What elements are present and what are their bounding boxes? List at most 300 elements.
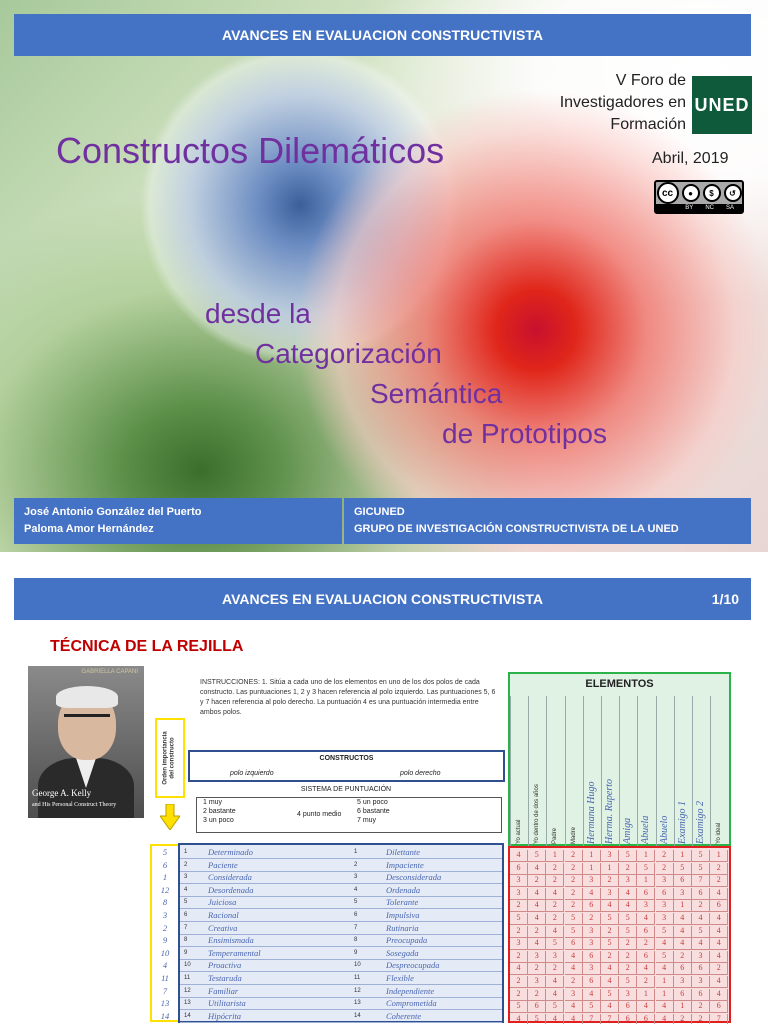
construct-right-pole: Preocupada [386, 935, 428, 946]
rating-cell: 3 [565, 989, 583, 1001]
construct-number-left: 12 [184, 987, 191, 994]
rating-cell: 6 [674, 989, 692, 1001]
rating-cell: 2 [710, 863, 728, 875]
elements-title: ELEMENTOS [585, 678, 654, 690]
rating-cell: 4 [674, 926, 692, 938]
rating-cell: 2 [565, 976, 583, 988]
rating-cell: 1 [637, 875, 655, 887]
rating-cell: 4 [637, 963, 655, 975]
construct-row [161, 973, 502, 985]
rating-cell: 6 [637, 926, 655, 938]
rating-cell: 2 [565, 900, 583, 912]
rating-cell: 1 [583, 850, 601, 862]
rating-cell: 6 [656, 888, 674, 900]
constructs-table [160, 843, 504, 1023]
rating-cell: 2 [619, 963, 637, 975]
rating-cell: 3 [583, 875, 601, 887]
rating-cell: 2 [710, 875, 728, 887]
construct-number-right: 5 [354, 899, 358, 906]
construct-number-left: 11 [184, 975, 191, 981]
rating-cell: 2 [546, 963, 564, 975]
rating-cell: 2 [528, 875, 546, 887]
construct-number-right: 10 [354, 962, 361, 969]
rating-cell: 1 [656, 989, 674, 1001]
construct-row [162, 847, 502, 859]
rating-cell: 2 [546, 863, 564, 875]
construct-left-pole: Paciente [208, 859, 238, 870]
rating-cell: 3 [528, 976, 546, 988]
construct-rank: 12 [160, 884, 170, 895]
construct-right-pole: Despreocupada [386, 960, 440, 971]
rating-cell: 4 [528, 913, 546, 925]
rating-cell: 1 [637, 989, 655, 1001]
construct-number-right: 3 [354, 874, 358, 881]
rating-cell: 3 [510, 888, 528, 900]
construct-rank: 5 [162, 847, 168, 857]
construct-number-right: 2 [354, 861, 358, 868]
rating-cell: 5 [565, 913, 583, 925]
construct-rank: 14 [160, 1010, 170, 1021]
element-label: Yo ideal [716, 822, 723, 844]
construct-row [162, 922, 502, 935]
rating-cell: 6 [583, 976, 601, 988]
rating-cell: 4 [710, 938, 728, 950]
construct-number-right: 8 [354, 937, 358, 944]
construct-right-pole: Impaciente [386, 859, 424, 870]
book-author: GABRIELLA CAPANI [81, 669, 138, 675]
element-label: Madre [570, 826, 577, 844]
rating-cell: 7 [601, 1014, 619, 1024]
construct-left-pole: Utilitarista [208, 998, 246, 1009]
scale-7: 7 muy [357, 817, 377, 824]
rating-cell: 2 [510, 951, 528, 963]
construct-left-pole: Familiar [208, 985, 239, 996]
rating-cell: 5 [637, 863, 655, 875]
rating-cell: 2 [656, 850, 674, 862]
construct-number-left: 2 [184, 861, 188, 868]
element-label: Examigo 2 [695, 800, 706, 844]
construct-number-left: 6 [184, 912, 188, 918]
rating-cell: 6 [637, 951, 655, 963]
construct-right-pole: Rutinaria [386, 922, 419, 933]
slide1-banner-text: AVANCES EN EVALUACION CONSTRUCTIVISTA [222, 27, 543, 43]
rating-cell: 2 [656, 863, 674, 875]
rating-cell: 4 [692, 913, 710, 925]
left-pole-label: polo izquierdo [230, 770, 274, 777]
rating-cell: 4 [656, 1014, 674, 1024]
rating-cell: 4 [528, 938, 546, 950]
construct-left-pole: Determinado [208, 847, 253, 857]
rating-cell: 3 [528, 951, 546, 963]
subtitle-line-3: Semántica [370, 378, 503, 409]
rating-cell: 3 [546, 951, 564, 963]
rating-cell: 6 [692, 963, 710, 975]
construct-row [162, 872, 502, 884]
scale-6: 6 bastante [357, 808, 390, 815]
rating-cell: 2 [546, 913, 564, 925]
rating-cell: 5 [528, 1014, 546, 1024]
element-label: Abuela [640, 815, 652, 844]
rating-cell: 3 [692, 951, 710, 963]
construct-right-pole: Sosegada [386, 947, 419, 958]
rating-cell: 5 [619, 913, 637, 925]
constructs-header: CONSTRUCTOS [319, 755, 374, 762]
rating-cell: 5 [528, 850, 546, 862]
cc-icon: cc [657, 182, 679, 204]
rating-cell: 2 [528, 963, 546, 975]
rating-cell: 4 [546, 989, 564, 1001]
element-column [565, 696, 583, 846]
rating-cell: 2 [674, 951, 692, 963]
rating-cell: 2 [510, 989, 528, 1001]
rating-cell: 4 [565, 1014, 583, 1024]
section-heading: TÉCNICA DE LA REJILLA [50, 638, 244, 655]
rating-cell: 4 [710, 926, 728, 938]
element-label: Examigo 1 [676, 800, 688, 844]
rating-cell: 4 [656, 938, 674, 950]
rating-cell: 6 [583, 951, 601, 963]
ratings-grid [508, 846, 731, 1023]
rating-cell: 6 [710, 1001, 728, 1013]
rating-cell: 2 [637, 938, 655, 950]
rating-cell: 4 [546, 888, 564, 900]
repertory-grid-slide [0, 568, 768, 1024]
element-column [601, 696, 619, 846]
uned-logo: UNED [692, 76, 752, 134]
construct-rank: 1 [162, 872, 168, 883]
subtitle-line-4: de Prototipos [442, 418, 607, 449]
rating-cell: 1 [656, 976, 674, 988]
rating-cell: 4 [601, 1001, 619, 1013]
rating-cell: 6 [637, 1014, 655, 1024]
construct-right-pole: Independiente [386, 985, 435, 996]
construct-number-left: 14 [184, 1012, 191, 1019]
rating-cell: 5 [510, 913, 528, 925]
rating-cell: 4 [656, 963, 674, 975]
rating-cell: 2 [528, 926, 546, 938]
rating-cell: 4 [710, 888, 728, 900]
book-subtitle: and His Personal Construct Theory [32, 802, 117, 808]
rating-cell: 3 [637, 900, 655, 912]
license-label-sa: SA [725, 205, 734, 211]
rating-cell: 4 [710, 951, 728, 963]
sa-circular-arrow-icon: ↺ [724, 184, 742, 202]
construct-right-pole: Dilettante [386, 847, 420, 857]
element-column [674, 696, 692, 846]
constructs-header-box [188, 750, 505, 782]
rating-cell: 2 [692, 1014, 710, 1024]
rating-cell: 5 [583, 1001, 601, 1013]
rating-cell: 2 [565, 850, 583, 862]
rating-cell: 4 [528, 863, 546, 875]
rating-cell: 5 [546, 1001, 564, 1013]
rating-cell: 1 [546, 850, 564, 862]
rating-cell: 2 [565, 875, 583, 887]
rating-cell: 1 [583, 863, 601, 875]
construct-number-left: 4 [184, 886, 188, 893]
construct-rank: 13 [160, 998, 170, 1009]
construct-number-right: 11 [354, 975, 361, 981]
construct-rank: 11 [161, 973, 169, 983]
construct-rank: 9 [162, 935, 168, 946]
rating-cell: 2 [601, 926, 619, 938]
rating-cell: 3 [674, 976, 692, 988]
construct-right-pole: Ordenada [386, 884, 421, 895]
rating-cell: 4 [619, 900, 637, 912]
element-column [528, 696, 546, 846]
slide2-banner [14, 578, 751, 620]
construct-right-pole: Impulsiva [386, 910, 420, 920]
rating-cell: 4 [710, 913, 728, 925]
rating-cell: 3 [656, 900, 674, 912]
rating-cell: 6 [528, 1001, 546, 1013]
rating-cell: 3 [619, 989, 637, 1001]
rating-cell: 4 [583, 989, 601, 1001]
rating-cell: 4 [565, 1001, 583, 1013]
rating-cell: 5 [656, 926, 674, 938]
construct-row [160, 884, 502, 897]
rating-cell: 2 [583, 913, 601, 925]
scale-1: 1 muy [203, 799, 223, 806]
element-column [637, 696, 655, 846]
event-line-2: Investigadores en [559, 94, 686, 111]
rating-cell: 5 [510, 1001, 528, 1013]
rating-cell: 2 [546, 875, 564, 887]
scale-2: 2 bastante [203, 808, 236, 815]
rating-cell: 5 [692, 850, 710, 862]
element-column [710, 696, 728, 846]
rating-cell: 5 [619, 850, 637, 862]
rating-cell: 2 [601, 951, 619, 963]
construct-number-right: 4 [354, 886, 358, 893]
rating-cell: 3 [601, 888, 619, 900]
rating-cell: 6 [674, 963, 692, 975]
rating-cell: 4 [510, 1014, 528, 1024]
right-pole-label: polo derecho [400, 770, 441, 777]
event-line-1: V Foro de [615, 72, 686, 89]
construct-left-pole: Testaruda [208, 973, 242, 983]
construct-row [162, 910, 502, 922]
rating-cell: 3 [583, 938, 601, 950]
rating-cell: 3 [510, 875, 528, 887]
group-name: GRUPO DE INVESTIGACIÓN CONSTRUCTIVISTA DE LA UNED [354, 523, 679, 535]
construct-row [162, 935, 502, 947]
rating-cell: 6 [692, 989, 710, 1001]
construct-number-left: 10 [184, 962, 191, 969]
rating-cell: 4 [601, 900, 619, 912]
element-label: Yo actual [516, 819, 522, 844]
event-line-3: Formación [610, 116, 686, 133]
construct-right-pole: Desconsiderada [386, 872, 442, 883]
kelly-book-cover [28, 666, 144, 818]
construct-left-pole: Creativa [208, 922, 238, 933]
construct-number-left: 9 [184, 949, 188, 956]
book-title: George A. Kelly [32, 788, 92, 798]
element-column [692, 696, 710, 846]
rating-cell: 3 [601, 850, 619, 862]
rating-cell: 6 [510, 863, 528, 875]
by-person-icon: ● [682, 184, 700, 202]
rating-cell: 2 [565, 863, 583, 875]
construct-left-pole: Temperamental [208, 947, 261, 958]
rating-cell: 3 [674, 888, 692, 900]
license-label-nc: NC [705, 205, 714, 211]
scale-4: 4 punto medio [297, 811, 342, 818]
rating-cell: 3 [619, 875, 637, 887]
rating-cell: 6 [674, 875, 692, 887]
rating-cell: 2 [601, 875, 619, 887]
rating-cell: 2 [692, 1001, 710, 1013]
construct-rank: 10 [160, 947, 170, 958]
rating-cell: 4 [546, 1014, 564, 1024]
construct-rank: 2 [162, 922, 168, 933]
rating-cell: 4 [510, 850, 528, 862]
rating-cell: 4 [565, 963, 583, 975]
rating-cell: 5 [565, 926, 583, 938]
rating-cell: 6 [565, 938, 583, 950]
construct-number-left: 13 [184, 1000, 191, 1007]
construct-right-pole: Comprometida [386, 998, 437, 1009]
rating-cell: 4 [601, 963, 619, 975]
construct-left-pole: Considerada [208, 872, 252, 883]
rating-cell: 4 [546, 926, 564, 938]
rating-cell: 5 [692, 863, 710, 875]
construct-left-pole: Juiciosa [208, 897, 237, 908]
rating-cell: 2 [710, 963, 728, 975]
rating-cell: 2 [619, 938, 637, 950]
license-label-by: BY [685, 205, 694, 211]
authors-footer [14, 498, 342, 544]
rating-cell: 1 [710, 850, 728, 862]
rating-cell: 5 [619, 976, 637, 988]
construct-left-pole: Proactiva [208, 960, 242, 971]
rating-cell: 3 [583, 926, 601, 938]
rating-cell: 3 [583, 963, 601, 975]
rating-cell: 2 [619, 951, 637, 963]
construct-number-right: 9 [354, 949, 358, 956]
construct-number-right: 7 [354, 924, 358, 931]
subtitle-line-2: Categorización [255, 338, 442, 369]
element-label: Abuelo [658, 815, 670, 844]
rating-cell: 1 [637, 850, 655, 862]
scoring-scale [196, 797, 502, 833]
rating-cell: 4 [710, 976, 728, 988]
slide-title: Constructos Dilemáticos [56, 130, 445, 171]
construct-right-pole: Coherente [386, 1010, 422, 1021]
rating-cell: 4 [637, 913, 655, 925]
rating-cell: 3 [510, 938, 528, 950]
rating-cell: 4 [601, 976, 619, 988]
rating-cell: 2 [510, 926, 528, 938]
rating-cell: 2 [546, 900, 564, 912]
construct-left-pole: Desordenada [208, 884, 254, 895]
construct-rank: 8 [162, 897, 168, 908]
rating-cell: 6 [692, 888, 710, 900]
construct-left-pole: Ensimismada [208, 935, 254, 946]
construct-number-left: 5 [184, 899, 188, 906]
rating-cell: 2 [692, 900, 710, 912]
construct-order-label: Orden importancia del constructo [155, 718, 185, 798]
creative-commons-license [654, 180, 744, 214]
construct-row [162, 859, 502, 872]
construct-number-right: 12 [354, 987, 361, 994]
rating-cell: 1 [601, 863, 619, 875]
construct-rank: 4 [162, 960, 168, 971]
construct-row [160, 947, 502, 960]
rating-cell: 4 [674, 938, 692, 950]
rating-cell: 3 [656, 913, 674, 925]
element-column [510, 696, 528, 846]
construct-number-left: 3 [184, 874, 188, 881]
rating-cell: 4 [710, 989, 728, 1001]
rating-cell: 4 [619, 888, 637, 900]
slide2-banner-text: AVANCES EN EVALUACION CONSTRUCTIVISTA [222, 591, 543, 607]
rating-cell: 4 [528, 900, 546, 912]
rating-cell: 1 [674, 850, 692, 862]
rating-cell: 6 [619, 1001, 637, 1013]
rating-cell: 2 [674, 1014, 692, 1024]
rating-cell: 1 [674, 900, 692, 912]
rating-cell: 5 [546, 938, 564, 950]
rating-cell: 2 [528, 989, 546, 1001]
scoring-system-title: SISTEMA DE PUNTUACIÓN [300, 786, 392, 793]
element-label: Padre [552, 827, 559, 844]
nc-dollar-icon: $ [703, 184, 721, 202]
rating-cell: 5 [674, 863, 692, 875]
rating-cell: 7 [692, 875, 710, 887]
rating-cell: 5 [692, 926, 710, 938]
construct-rank: 3 [162, 910, 168, 920]
element-column [619, 696, 637, 846]
rating-cell: 3 [692, 976, 710, 988]
element-label: Herma. Ruperto [604, 779, 615, 844]
rating-cell: 7 [583, 1014, 601, 1024]
element-column [546, 696, 564, 846]
rating-cell: 2 [510, 976, 528, 988]
construct-row [162, 897, 502, 909]
slide1-banner [14, 14, 751, 56]
construct-row [162, 985, 502, 998]
rating-cell: 4 [674, 913, 692, 925]
construct-number-right: 13 [354, 1000, 361, 1007]
rating-cell: 4 [637, 1001, 655, 1013]
rating-cell: 6 [637, 888, 655, 900]
group-footer [344, 498, 751, 544]
construct-number-left: 8 [184, 937, 188, 944]
rating-cell: 5 [656, 951, 674, 963]
construct-right-pole: Tolerante [386, 897, 419, 908]
element-label: Yo dentro de dos años [534, 784, 541, 844]
rating-cell: 1 [674, 1001, 692, 1013]
construct-number-left: 7 [184, 924, 188, 931]
construct-right-pole: Flexible [386, 973, 414, 983]
rating-cell: 5 [601, 938, 619, 950]
rating-cell: 5 [601, 989, 619, 1001]
construct-left-pole: Racional [208, 910, 239, 920]
elements-header [508, 672, 731, 846]
element-label: Amiga [622, 817, 634, 844]
rating-cell: 2 [565, 888, 583, 900]
element-column [583, 696, 601, 846]
group-acronym: GICUNED [354, 506, 405, 518]
rating-cell: 2 [619, 863, 637, 875]
rating-cell: 2 [637, 976, 655, 988]
page-number: 1/10 [711, 591, 739, 607]
construct-left-pole: Hipócrita [208, 1010, 242, 1021]
rating-cell: 4 [546, 976, 564, 988]
construct-number-right: 6 [354, 912, 358, 918]
construct-row [162, 960, 502, 972]
